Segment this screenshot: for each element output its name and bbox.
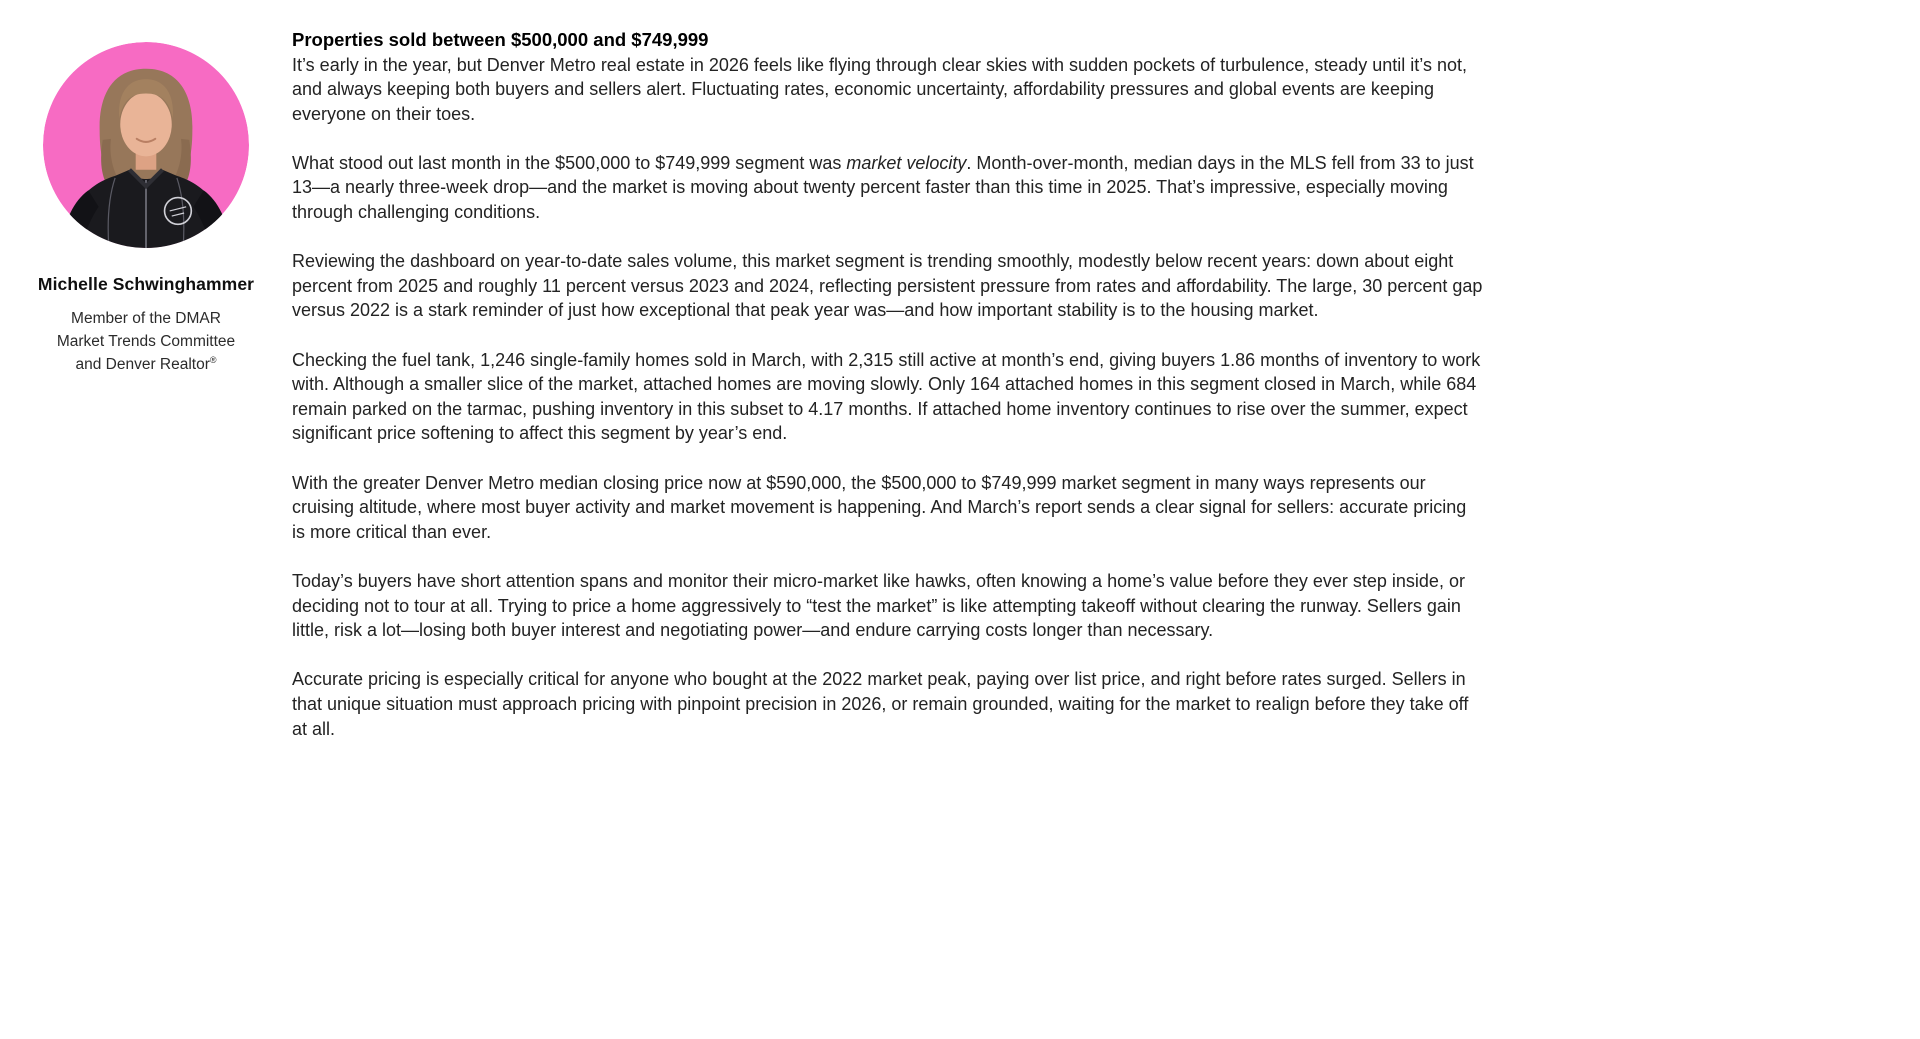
author-name: Michelle Schwinghammer xyxy=(37,274,255,294)
paragraph-market-velocity: What stood out last month in the $500,000 to $749,999 segment was market velocity. Month-over-month, median days in the MLS fell from 33 to just 13—a nearly three-week drop—and the market is moving about twenty percent faster than this time in 2025. That’s impressive, especially moving through challenging conditions. xyxy=(292,152,1474,223)
italic-phrase: market velocity xyxy=(846,152,967,173)
profile-photo xyxy=(43,42,249,248)
author-role-line: and Denver Realtor® xyxy=(75,354,217,373)
person-portrait-illustration xyxy=(43,42,249,248)
paragraph-inventory: Checking the fuel tank, 1,246 single-family homes sold in March, with 2,315 still active at month’s end, giving buyers 1.86 months of inventory to work with. Although a smaller slice of the market, attached homes are moving slowly. Only 164 attached homes in this segment closed in March, while 684 remain parked on the tarmac, pushing inventory in this subset to 4.17 months. If attached home inventory continues to rise over the summer, expect significant price softening to affect this segment by year’s end. xyxy=(292,349,1481,444)
author-role xyxy=(0,307,292,376)
registered-trademark-symbol: ® xyxy=(209,354,217,365)
paragraph-intro: It’s early in the year, but Denver Metro real estate in 2026 feels like flying through clear skies with sudden pockets of turbulence, steady until it’s not, and always keeping both buyers and sellers alert. Fluctuating rates, economic uncertainty, affordability pressures and global events are keeping everyone on their toes. xyxy=(292,54,1467,124)
article xyxy=(292,0,1484,1039)
paragraph-buyer-behavior: Today’s buyers have short attention spans and monitor their micro-market like hawks, often knowing a home’s value before they ever step inside, or deciding not to tour at all. Trying to price a home aggressively to “test the market” is like attempting takeoff without clearing the runway. Sellers gain little, risk a lot—losing both buyer interest and negotiating power—and endure carrying costs longer than necessary. xyxy=(292,570,1465,641)
paragraph-sales-volume: Reviewing the dashboard on year-to-date sales volume, this market segment is trending smoothly, modestly below recent years: down about eight percent from 2025 and roughly 11 percent versus 2023 and 2024, reflecting persistent pressure from rates and affordability. The large, 30 percent gap versus 2022 is a stark reminder of just how exceptional that peak year was—and how important stability is to the housing market. xyxy=(292,251,1483,321)
article-heading: Properties sold between $500,000 and $749,999 xyxy=(292,29,709,50)
paragraph-accurate-pricing: Accurate pricing is especially critical for anyone who bought at the 2022 market peak, paying over list price, and right before rates surged. Sellers in that unique situation must approach pricing with pinpoint precision in 2026, or remain grounded, waiting for the market to realign before they take off at all. xyxy=(292,669,1469,739)
author-role-line: Member of the DMAR xyxy=(71,310,221,327)
author-role-line: Market Trends Committee xyxy=(56,333,236,350)
article-body xyxy=(292,53,1484,742)
author-sidebar xyxy=(0,0,292,1039)
paragraph-median-price: With the greater Denver Metro median closing price now at $590,000, the $500,000 to $749,999 market segment in many ways represents our cruising altitude, where most buyer activity and market movement is happening. And March’s report sends a clear signal for sellers: accurate pricing is more critical than ever. xyxy=(292,472,1467,542)
